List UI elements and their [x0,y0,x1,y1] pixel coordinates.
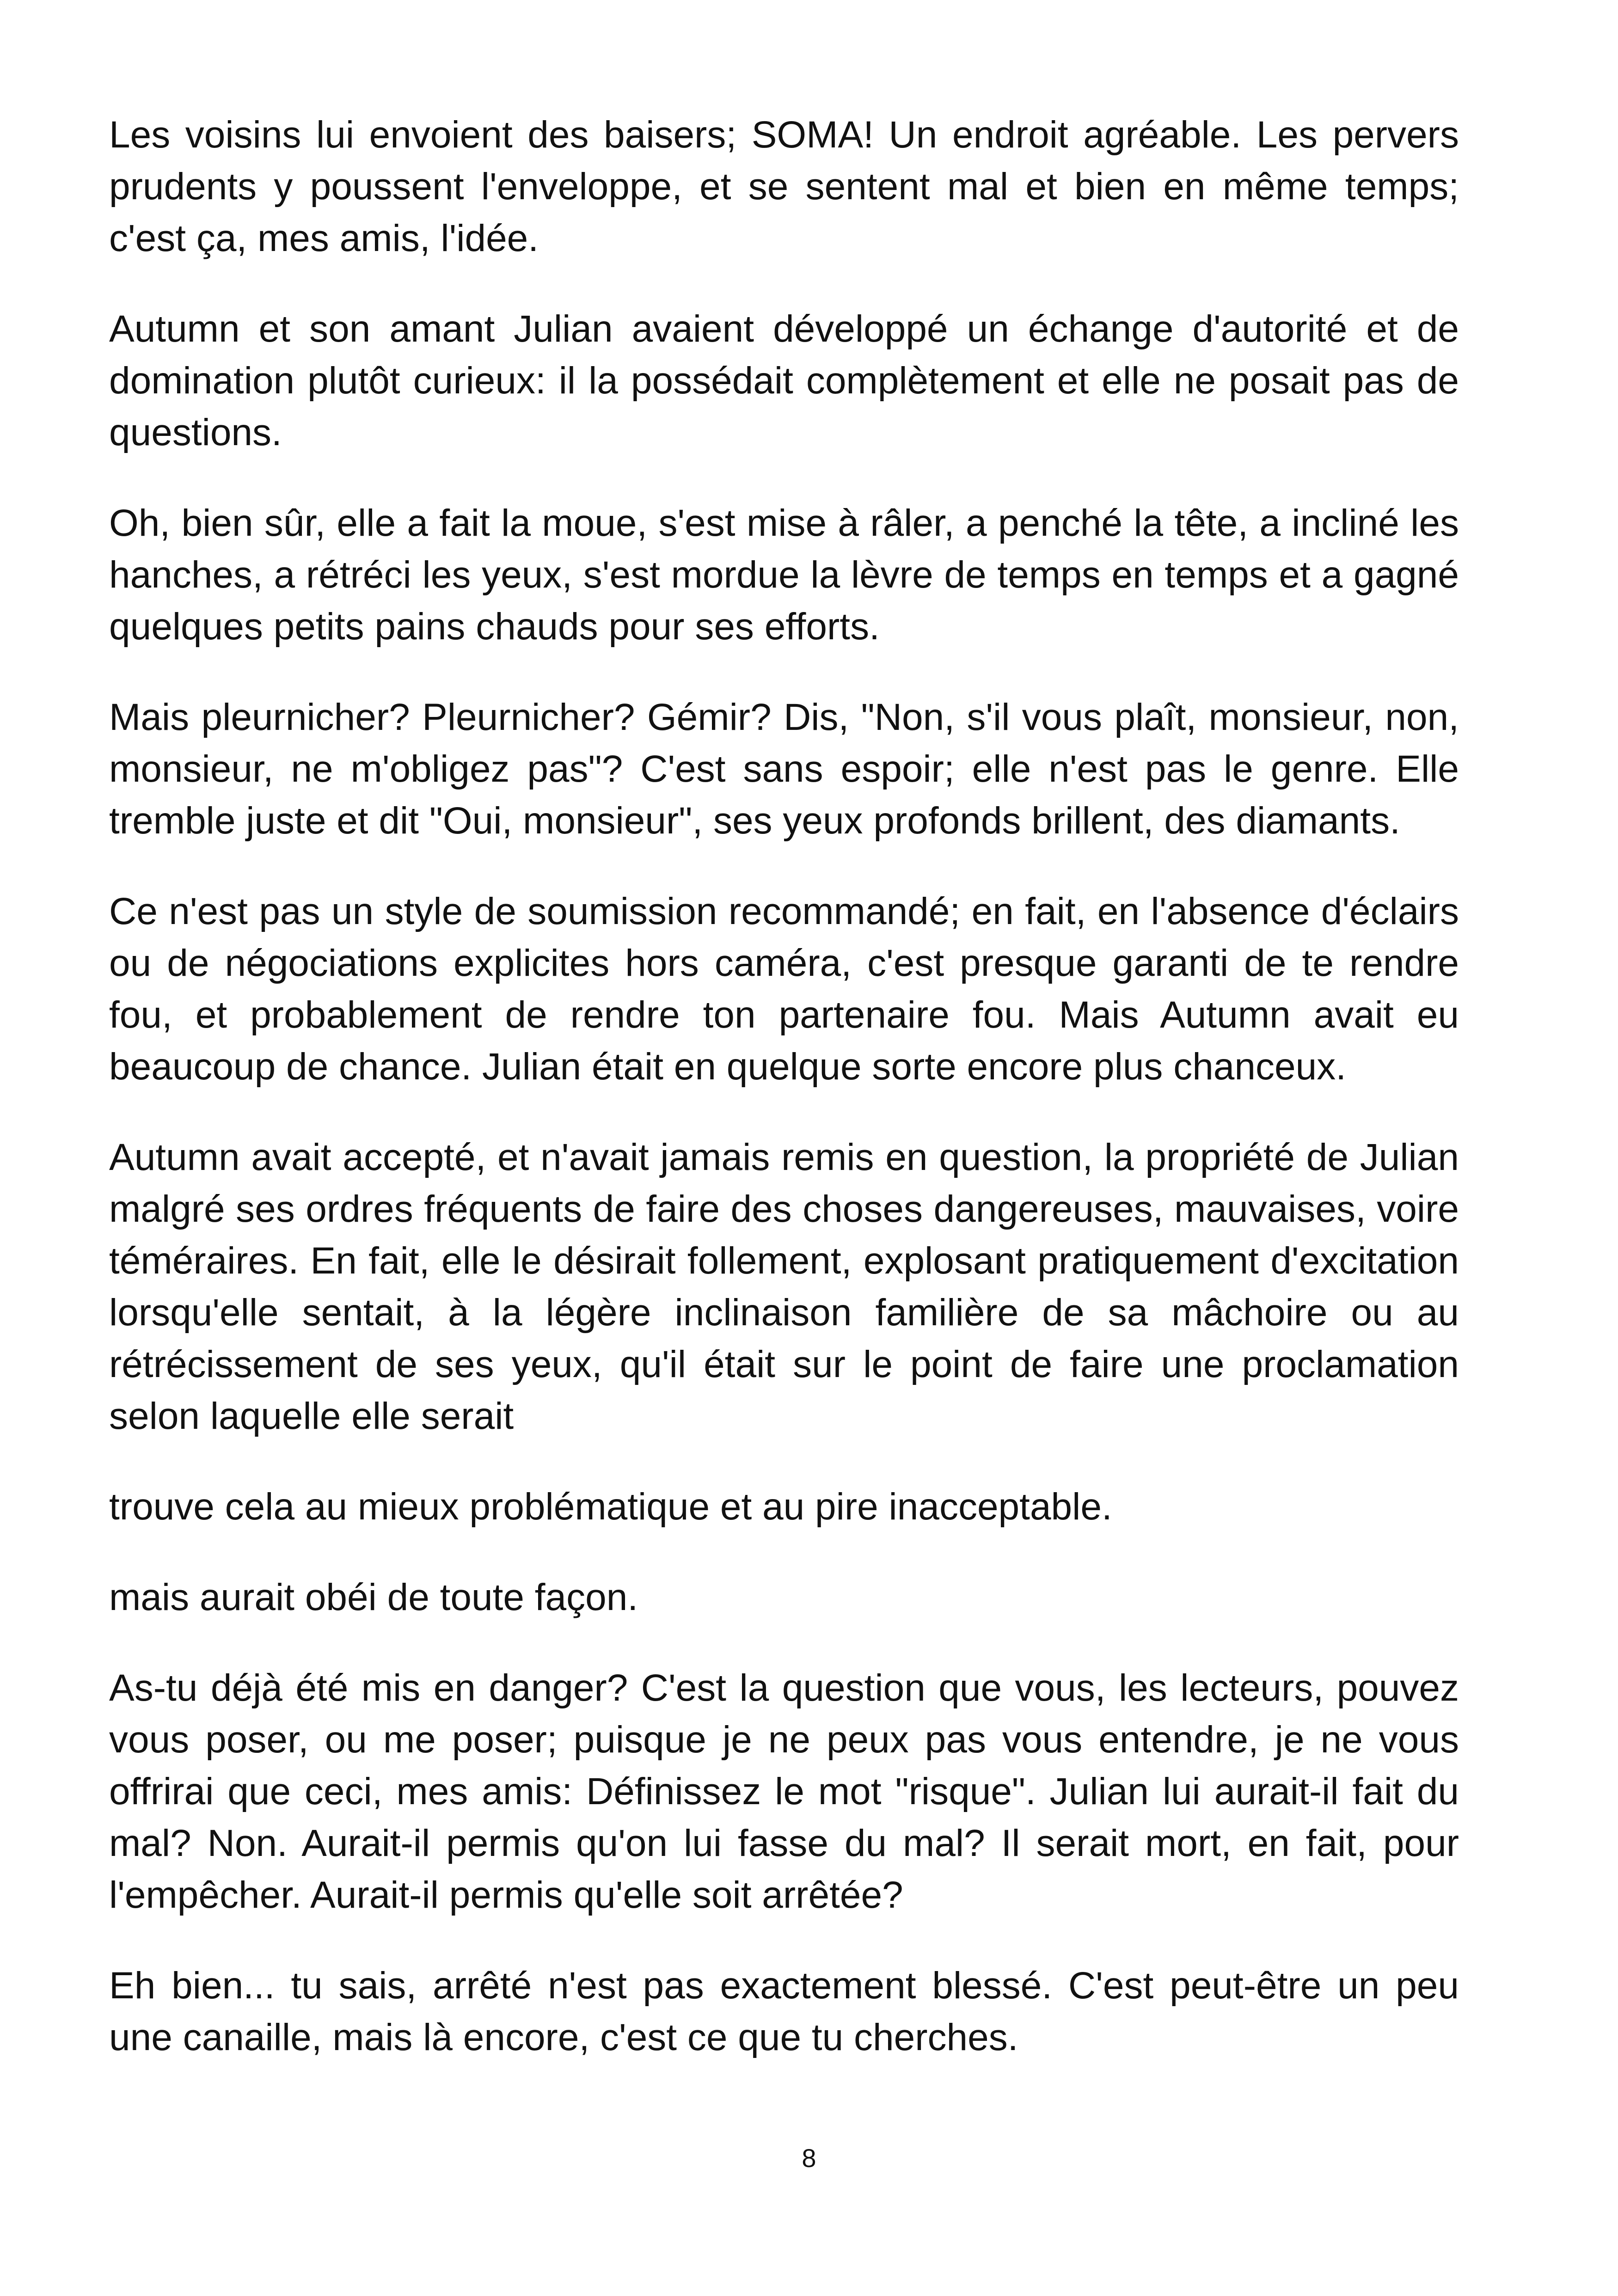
paragraph: As-tu déjà été mis en danger? C'est la question que vous, les lecteurs, pouvez vous poser, ou me poser; puisque je ne peux pas vous entendre, je ne vous offrirai que ceci, mes amis: Définissez le mot "risque". Julian lui aurait-il fait du mal? Non. Aurait-il permis qu'on lui fasse du mal? Il serait mort, en fait, pour l'empêcher. Aurait-il permis qu'elle soit arrêtée? [109,1667,1459,1916]
paragraph: trouve cela au mieux problématique et au pire inacceptable. [109,1486,1112,1528]
paragraph: Oh, bien sûr, elle a fait la moue, s'est mise à râler, a penché la tête, a incliné les hanches, a rétréci les yeux, s'est mordue la lèvre de temps en temps et a gagné quelques petits pains chauds pour ses efforts. [109,502,1459,648]
paragraph: Autumn avait accepté, et n'avait jamais remis en question, la propriété de Julian malgré ses ordres fréquents de faire des choses dangereuses, mauvaises, voire téméraires. En fait, elle le désirait follement, explosant pratiquement d'excitation lorsqu'elle sentait, à la légère inclinaison familière de sa mâchoire ou au rétrécissement de ses yeux, qu'il était sur le point de faire une proclamation selon laquelle elle serait [109,1136,1459,1437]
paragraph: Eh bien... tu sais, arrêté n'est pas exactement blessé. C'est peut-être un peu une canaille, mais là encore, c'est ce que tu cherches. [109,1965,1459,2058]
paragraph: Les voisins lui envoient des baisers; SOMA! Un endroit agréable. Les pervers prudents y poussent l'enveloppe, et se sentent mal et bien en même temps; c'est ça, mes amis, l'idée. [109,114,1459,259]
paragraph: Ce n'est pas un style de soumission recommandé; en fait, en l'absence d'éclairs ou de négociations explicites hors caméra, c'est presque garanti de te rendre fou, et probablement de rendre ton partenaire fou. Mais Autumn avait eu beaucoup de chance. Julian était en quelque sorte encore plus chanceux. [109,890,1459,1088]
page-number: 8 [802,2143,816,2173]
paragraph: Autumn et son amant Julian avaient développé un échange d'autorité et de domination plutôt curieux: il la possédait complètement et elle ne posait pas de questions. [109,308,1459,453]
paragraph: mais aurait obéi de toute façon. [109,1576,638,1618]
paragraph: Mais pleurnicher? Pleurnicher? Gémir? Dis, "Non, s'il vous plaît, monsieur, non, monsieur, ne m'obligez pas"? C'est sans espoir; elle n'est pas le genre. Elle tremble juste et dit "Oui, monsieur", ses yeux profonds brillent, des diamants. [109,696,1459,842]
page-text [109,109,1459,2102]
